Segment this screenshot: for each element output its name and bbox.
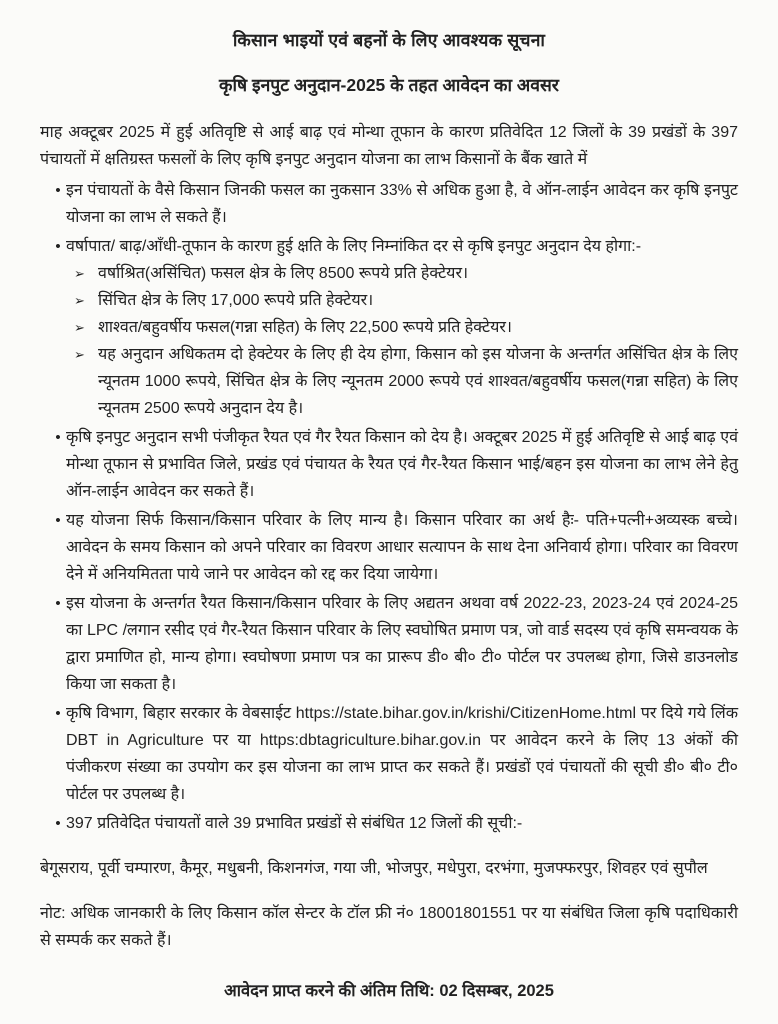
sub-bullet-item bbox=[72, 341, 738, 422]
sub-bullet-text: सिंचित क्षेत्र के लिए 17,000 रूपये प्रति हेक्टेयर। bbox=[98, 292, 374, 309]
bullet-item bbox=[40, 233, 738, 422]
intro-paragraph: माह अक्टूबर 2025 में हुई अतिवृष्टि से आई बाढ़ एवं मोन्था तूफान के कारण प्रतिवेदित 12 जिलों के 39 प्रखंडों के 397 पंचायतों में क्षतिग्रस्त फसलों के लिए कृषि इनपुट अनुदान योजना का लाभ किसानों के बैंक खाते में bbox=[40, 124, 738, 168]
bullet-text: इन पंचायतों के वैसे किसान जिनकी फसल का नुकसान 33% से अधिक हुआ है, वे ऑन-लाईन आवेदन कर कृषि इनपुट योजना का लाभ ले सकते हैं। bbox=[66, 182, 738, 226]
bullet-text: यह योजना सिर्फ किसान/किसान परिवार के लिए मान्य है। किसान परिवार का अर्थ हैः- पति+पत्नी+अव्यस्क बच्चे। आवेदन के समय किसान को अपने परिवार का विवरण आधार सत्यापन के साथ देना अनिवार्य होगा। परिवार का विवरण देने में अनियमितता पाये जाने पर आवेदन को रद्द कर दिया जायेगा। bbox=[66, 512, 738, 583]
sub-bullet-item bbox=[72, 314, 738, 341]
dot-bullet-icon: • bbox=[55, 595, 61, 612]
arrow-bullet-icon: ➢ bbox=[74, 266, 85, 281]
bullet-text: इस योजना के अन्तर्गत रैयत किसान/किसान परिवार के लिए अद्यतन अथवा वर्ष 2022-23, 2023-24 एवं 2024-25 का LPC /लगान रसीद एवं गैर-रैयत किसान परिवार के लिए स्वघोषित प्रमाण पत्र, जो वार्ड सदस्य एवं कृषि समन्वयक के द्वारा प्रमाणित हो, मान्य होगा। स्वघोषणा प्रमाण पत्र का प्रारूप डी० बी० टी० पोर्टल पर उपलब्ध होगा, जिसे डाउनलोड किया जा सकता है। bbox=[66, 595, 738, 693]
dot-bullet-icon: • bbox=[55, 705, 61, 722]
dot-bullet-icon: • bbox=[55, 238, 61, 255]
bullet-item bbox=[40, 590, 738, 698]
deadline-line: आवेदन प्राप्त करने की अंतिम तिथि: 02 दिसम्बर, 2025 bbox=[224, 982, 554, 1000]
sub-bullet-text: यह अनुदान अधिकतम दो हेक्टेयर के लिए ही देय होगा, किसान को इस योजना के अन्तर्गत असिंचित क्षेत्र के लिए न्यूनतम 1000 रूपये, सिंचित क्षेत्र के लिए न्यूनतम 2000 रूपये एवं शाश्वत/बहुवर्षीय फसल(गन्ना सहित) के लिए न्यूनतम 2500 रूपये अनुदान देय है। bbox=[98, 346, 738, 417]
sub-bullet-item bbox=[72, 260, 738, 287]
bullet-list bbox=[40, 177, 738, 837]
sub-bullet-item bbox=[72, 287, 738, 314]
arrow-bullet-icon: ➢ bbox=[74, 320, 85, 335]
arrow-bullet-icon: ➢ bbox=[74, 293, 85, 308]
bullet-text: कृषि विभाग, बिहार सरकार के वेबसाईट https://state.bihar.gov.in/krishi/CitizenHome.html पर दिये गये लिंक DBT in Agriculture पर या https:dbtagriculture.bihar.gov.in पर आवेदन करने के लिए 13 अंकों की पंजीकरण संख्या का उपयोग कर इस योजना का लाभ प्राप्त कर सकते हैं। प्रखंडों एवं पंचायतों की सूची डी० बी० टी० पोर्टल पर उपलब्ध है। bbox=[66, 705, 738, 803]
arrow-bullet-icon: ➢ bbox=[74, 347, 85, 362]
dot-bullet-icon: • bbox=[55, 429, 61, 446]
bullet-text: कृषि इनपुट अनुदान सभी पंजीकृत रैयत एवं गैर रैयत किसान को देय है। अक्टूबर 2025 में हुई अतिवृष्टि से आई बाढ़ एवं मोन्था तूफान से प्रभावित जिले, प्रखंड एवं पंचायत के रैयत एवं गैर-रैयत किसान भाई/बहन इस योजना का लाभ लेने हेतु ऑन-लाईन आवेदन कर सकते हैं। bbox=[66, 429, 738, 500]
sub-bullet-text: वर्षाश्रित(असिंचित) फसल क्षेत्र के लिए 8500 रूपये प्रति हेक्टेयर। bbox=[98, 265, 469, 282]
notice-title: किसान भाइयों एवं बहनों के लिए आवश्यक सूचना bbox=[232, 30, 546, 50]
bullet-item bbox=[40, 810, 738, 837]
notice-subtitle: कृषि इनपुट अनुदान-2025 के तहत आवेदन का अवसर bbox=[219, 75, 559, 95]
bullet-text: 397 प्रतिवेदित पंचायतों वाले 39 प्रभावित प्रखंडों से संबंधित 12 जिलों की सूची:- bbox=[66, 815, 523, 832]
bullet-item bbox=[40, 177, 738, 231]
note-line: नोट: अधिक जानकारी के लिए किसान कॉल सेन्टर के टॉल फ्री नं० 18001801551 पर या संबंधित जिला कृषि पदाधिकारी से सम्पर्क कर सकते हैं। bbox=[40, 905, 738, 949]
sub-bullet-text: शाश्वत/बहुवर्षीय फसल(गन्ना सहित) के लिए 22,500 रूपये प्रति हेक्टेयर। bbox=[98, 319, 512, 336]
districts-line: बेगूसराय, पूर्वी चम्पारण, कैमूर, मधुबनी, किशनगंज, गया जी, भोजपुर, मधेपुरा, दरभंगा, मुजफ्फरपुर, शिवहर एवं सुपौल bbox=[40, 860, 708, 877]
dot-bullet-icon: • bbox=[55, 512, 61, 529]
dot-bullet-icon: • bbox=[55, 182, 61, 199]
bullet-item bbox=[40, 700, 738, 808]
dot-bullet-icon: • bbox=[55, 815, 61, 832]
bullet-item bbox=[40, 507, 738, 588]
bullet-item bbox=[40, 424, 738, 505]
sub-bullet-list bbox=[72, 260, 738, 422]
bullet-text: वर्षापात/ बाढ़/आँधी-तूफान के कारण हुई क्षति के लिए निम्नांकित दर से कृषि इनपुट अनुदान देय होगा:- bbox=[66, 238, 642, 255]
